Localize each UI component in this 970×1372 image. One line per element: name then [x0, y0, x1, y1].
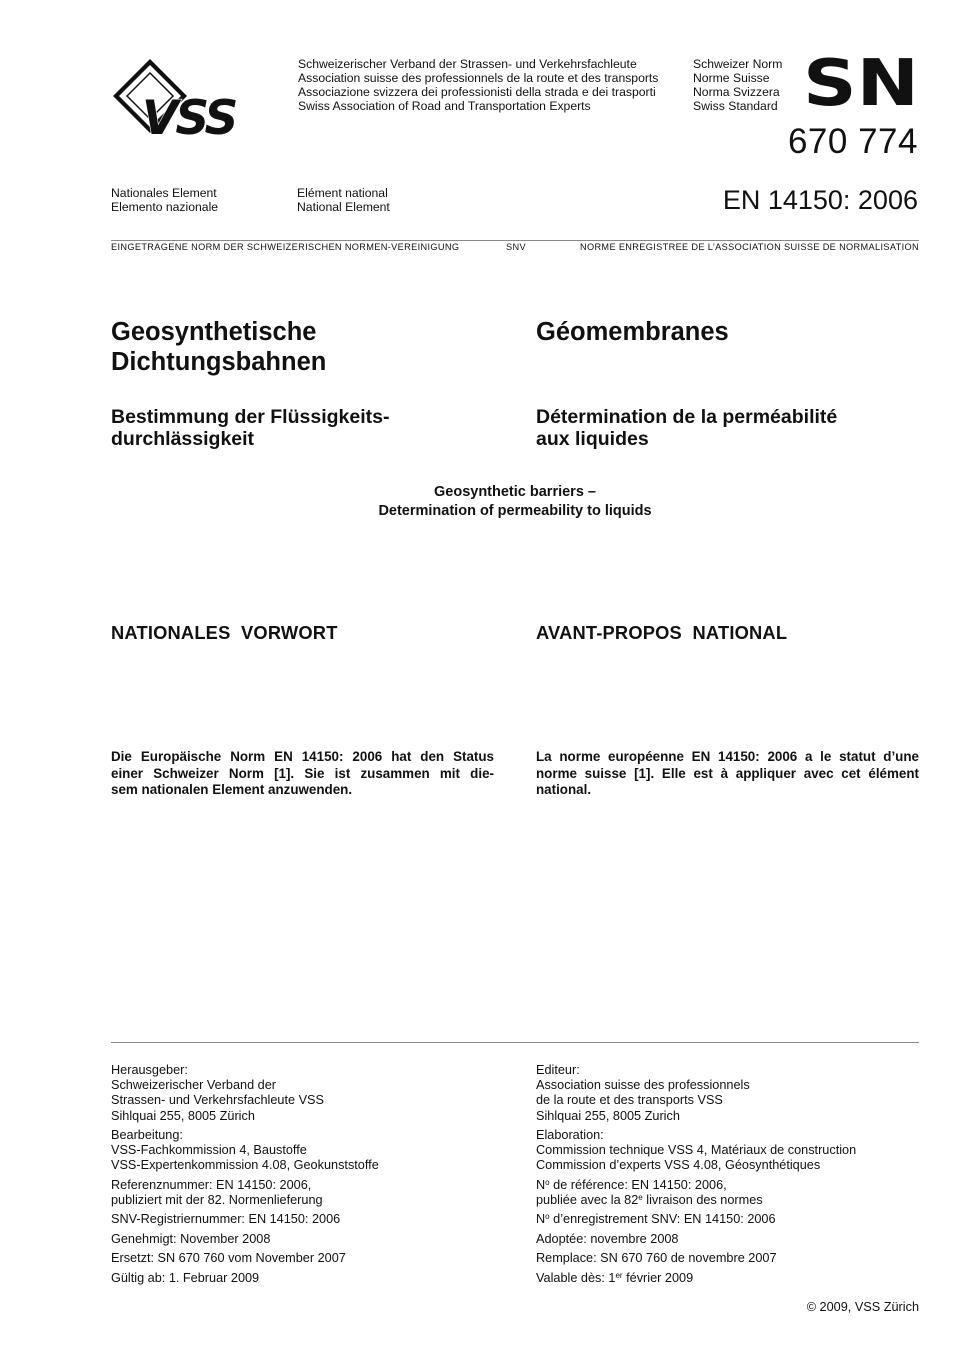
national-element-line: National Element [297, 200, 390, 214]
norm-type-en: Swiss Standard [693, 99, 778, 113]
national-element-line: Nationales Element [111, 186, 217, 200]
sn-mark-logo [804, 56, 920, 113]
imprint-line: publiziert mit der 82. Normenlieferung [111, 1193, 323, 1207]
norm-type-de: Schweizer Norm [693, 57, 783, 71]
title-en [111, 483, 919, 521]
imprint-de [111, 1063, 379, 1290]
imprint-line: VSS-Expertenkommission 4.08, Geokunststoffe [111, 1158, 379, 1173]
foreword-line: national. [536, 782, 592, 798]
imprint-line: Commission d’experts VSS 4.08, Géosynthétiques [536, 1158, 821, 1173]
approved-date [111, 1232, 379, 1247]
national-element-line: Elément national [297, 186, 388, 200]
imprint-line: Ersetzt: SN 670 760 vom November 2007 [111, 1251, 346, 1266]
title-line: Dichtungsbahnen [111, 348, 327, 376]
text-fragment: d’enregistrement SNV: EN 14150: 2006 [549, 1212, 776, 1227]
imprint-line: Commission technique VSS 4, Matériaux de construction [536, 1143, 857, 1158]
imprint-divider [111, 1042, 919, 1043]
norm-number: 670 774 [787, 122, 918, 161]
imprint-line [536, 1193, 856, 1208]
imprint-line: Strassen- und Verkehrsfachleute VSS [111, 1093, 324, 1108]
valid-from [536, 1271, 856, 1286]
imprint-line: Association suisse des professionnels [536, 1078, 750, 1093]
foreword-heading-de: NATIONALES VORWORT [111, 622, 338, 643]
imprint-line: VSS-Fachkommission 4, Baustoffe [111, 1143, 307, 1158]
vss-logo-text: VSS [142, 91, 236, 140]
superscript: er [615, 1270, 623, 1280]
imprint-line: Herausgeber: [111, 1063, 188, 1077]
foreword-line: Die Europäische Norm EN 14150: 2006 hat den Status [111, 749, 494, 764]
org-name-de: Schweizerischer Verband der Strassen- und Verkehrsfachleute [298, 57, 637, 71]
publisher-block [111, 1063, 379, 1124]
org-name-fr: Association suisse des professionnels de la route et des transports [298, 71, 659, 85]
title-en-line: Geosynthetic barriers – [434, 484, 596, 500]
title-en-line: Determination of permeability to liquids [378, 503, 652, 519]
norm-type [693, 57, 782, 113]
text-fragment: livraison des normes [642, 1193, 763, 1207]
registration-text-fr: NORME ENREGISTREE DE L’ASSOCIATION SUISSE DE NORMALISATION [579, 242, 919, 252]
imprint-line: Schweizerischer Verband der [111, 1078, 277, 1093]
imprint-line [536, 1271, 856, 1286]
foreword-text-de [111, 749, 494, 799]
editing-block [111, 1128, 379, 1174]
imprint-line: Sihlquai 255, 8005 Zürich [111, 1108, 255, 1123]
reference-block [536, 1178, 856, 1208]
sn-mark-text: SN [804, 56, 919, 108]
copyright: © 2009, VSS Zürich [806, 1300, 919, 1314]
subtitle-line: Détermination de la perméabilité [536, 406, 838, 428]
subtitle-line: aux liquides [536, 428, 649, 450]
national-element-de [111, 186, 218, 214]
imprint-line: Adoptée: novembre 2008 [536, 1231, 679, 1246]
imprint-line: de la route et des transports VSS [536, 1093, 723, 1108]
foreword-text-fr [536, 749, 919, 799]
vss-logo [110, 56, 292, 145]
text-fragment: N [536, 1177, 546, 1192]
imprint-line: Bearbeitung: [111, 1128, 183, 1142]
organization-names [298, 57, 658, 113]
text-fragment: février 2009 [622, 1270, 694, 1285]
title-fr [536, 317, 729, 347]
title-line: Geosynthetische [111, 318, 317, 346]
superscript: e [638, 1193, 643, 1202]
subtitle-line: Bestimmung der Flüssigkeits- [111, 406, 390, 428]
imprint-line [536, 1178, 856, 1193]
superscript: o [545, 1212, 550, 1222]
foreword-heading-fr: AVANT-PROPOS NATIONAL [536, 622, 788, 643]
foreword-line: La norme européenne EN 14150: 2006 a le statut d’une [536, 749, 919, 764]
subtitle-line: durchlässigkeit [111, 428, 255, 450]
text-fragment: de référence: EN 14150: 2006, [549, 1177, 727, 1192]
replaces [536, 1251, 856, 1266]
valid-from [111, 1271, 379, 1286]
title-de [111, 317, 326, 377]
foreword-line: norme suisse [1]. Elle est à appliquer avec cet élément [536, 765, 919, 781]
imprint-line: SNV-Registriernummer: EN 14150: 2006 [111, 1212, 341, 1227]
title-line: Géomembranes [536, 318, 729, 346]
norm-type-fr: Norme Suisse [693, 71, 770, 85]
reference-block [111, 1178, 379, 1208]
registration-number [536, 1212, 856, 1227]
text-fragment: publiée avec la 82 [536, 1193, 639, 1207]
registration-divider [111, 240, 919, 241]
registration-text-de: EINGETRAGENE NORM DER SCHWEIZERISCHEN NORMEN-VEREINIGUNG [111, 242, 460, 252]
national-element-line: Elemento nazionale [111, 200, 219, 214]
imprint-line: Remplace: SN 670 760 de novembre 2007 [536, 1251, 777, 1266]
imprint-line: Referenznummer: EN 14150: 2006, [111, 1177, 312, 1192]
imprint-line: Elaboration: [536, 1128, 604, 1142]
superscript: o [545, 1177, 550, 1187]
norm-type-it: Norma Svizzera [693, 85, 780, 99]
text-fragment: Valable dès: 1 [536, 1270, 616, 1285]
approved-date [536, 1232, 856, 1247]
editing-block [536, 1128, 856, 1174]
text-fragment: N [536, 1212, 546, 1227]
foreword-line: einer Schweizer Norm [1]. Sie ist zusammen mit die- [111, 765, 494, 781]
foreword-line: sem nationalen Element anzuwenden. [111, 782, 353, 798]
imprint-line: Gültig ab: 1. Februar 2009 [111, 1270, 260, 1285]
en-reference: EN 14150: 2006 [722, 185, 918, 215]
imprint-fr [536, 1063, 856, 1290]
imprint-line: Editeur: [536, 1063, 580, 1077]
publisher-block [536, 1063, 856, 1124]
org-name-en: Swiss Association of Road and Transportation Experts [298, 99, 591, 113]
registration-number [111, 1212, 379, 1227]
national-element-fr [297, 186, 390, 214]
imprint-line: Genehmigt: November 2008 [111, 1231, 271, 1246]
replaces [111, 1251, 379, 1266]
imprint-line [536, 1212, 856, 1227]
org-name-it: Associazione svizzera dei professionisti della strada e dei trasporti [298, 85, 656, 99]
subtitle-fr [536, 406, 837, 450]
registration-snv: SNV [506, 242, 526, 252]
imprint-line: Sihlquai 255, 8005 Zurich [536, 1108, 680, 1123]
subtitle-de [111, 406, 389, 450]
